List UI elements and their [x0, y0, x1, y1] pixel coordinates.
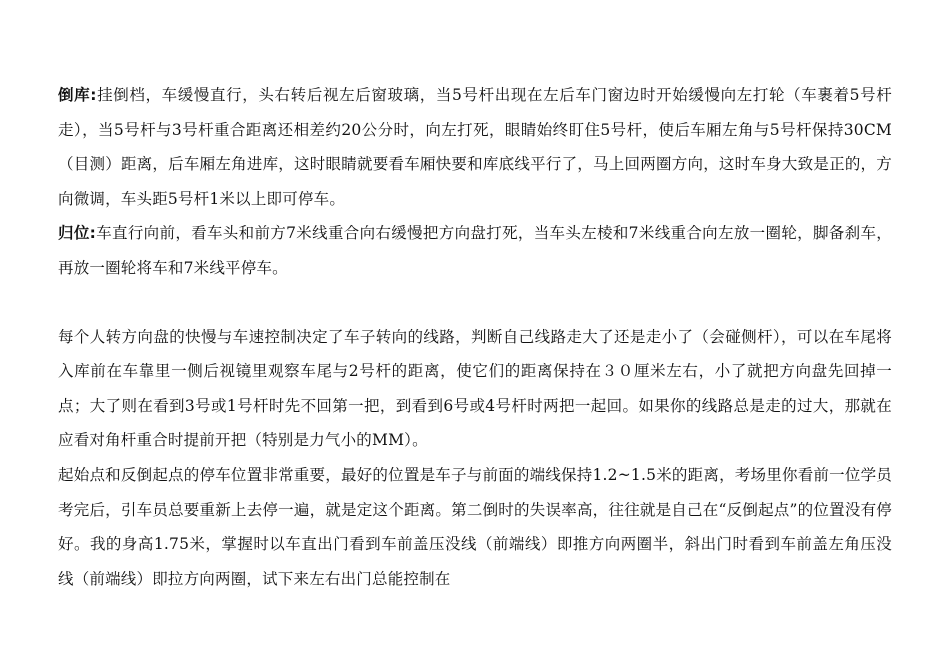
paragraph-spacer: [58, 286, 892, 320]
section-heading-return: 归位:: [58, 224, 97, 243]
section-text-return: 车直行向前，看车头和前方7米线重合向右缓慢把方向盘打死，当车头左棱和7米线重合向左放一圈轮，脚备刹车，再放一圈轮将车和7米线平停车。: [58, 224, 892, 277]
document-body: [58, 78, 892, 596]
section-heading-reverse: 倒库:: [58, 86, 97, 104]
section-reverse-parking: [58, 78, 892, 216]
paragraph-start-position: 起始点和反倒起点的停车位置非常重要，最好的位置是车子与前面的端线保持1.2~1.5米的距离，考场里你看前一位学员考完后，引车员总要重新上去停一遍，就是定这个距离。第二倒时的失误率高，往往就是自己在“反倒起点”的位置没有停好。我的身高1.75米，掌握时以车直出门看到车前盖压没线（前端线）即推方向两圈半，斜出门时看到车前盖左角压没线（前端线）即拉方向两圈，试下来左右出门总能控制在: [58, 465, 892, 588]
paragraph-steering-tips: 每个人转方向盘的快慢与车速控制决定了车子转向的线路，判断自己线路走大了还是走小了（会碰侧杆），可以在车尾将入库前在车靠里一侧后视镜里观察车尾与2号杆的距离，使它们的距离保持在３０厘米左右，小了就把方向盘先回掉一点；大了则在看到3号或1号杆时先不回第一把，到看到6号或4号杆时两把一起回。如果你的线路总是走的过大，那就在应看对角杆重合时提前开把（特别是力气小的MM）。: [58, 327, 892, 450]
section-text-reverse: 挂倒档，车缓慢直行，头右转后视左后窗玻璃，当5号杆出现在左后车门窗边时开始缓慢向左打轮（车裹着5号杆走），当5号杆与3号杆重合距离还相差约20公分时，向左打死，眼睛始终盯住5号杆，使后车厢左角与5号杆保持30CM（目测）距离，后车厢左角进库，这时眼睛就要看车厢快要和库底线平行了，马上回两圈方向，这时车身大致是正的，方向微调，车头距5号杆1米以上即可停车。: [58, 86, 892, 208]
section-return: [58, 216, 892, 285]
